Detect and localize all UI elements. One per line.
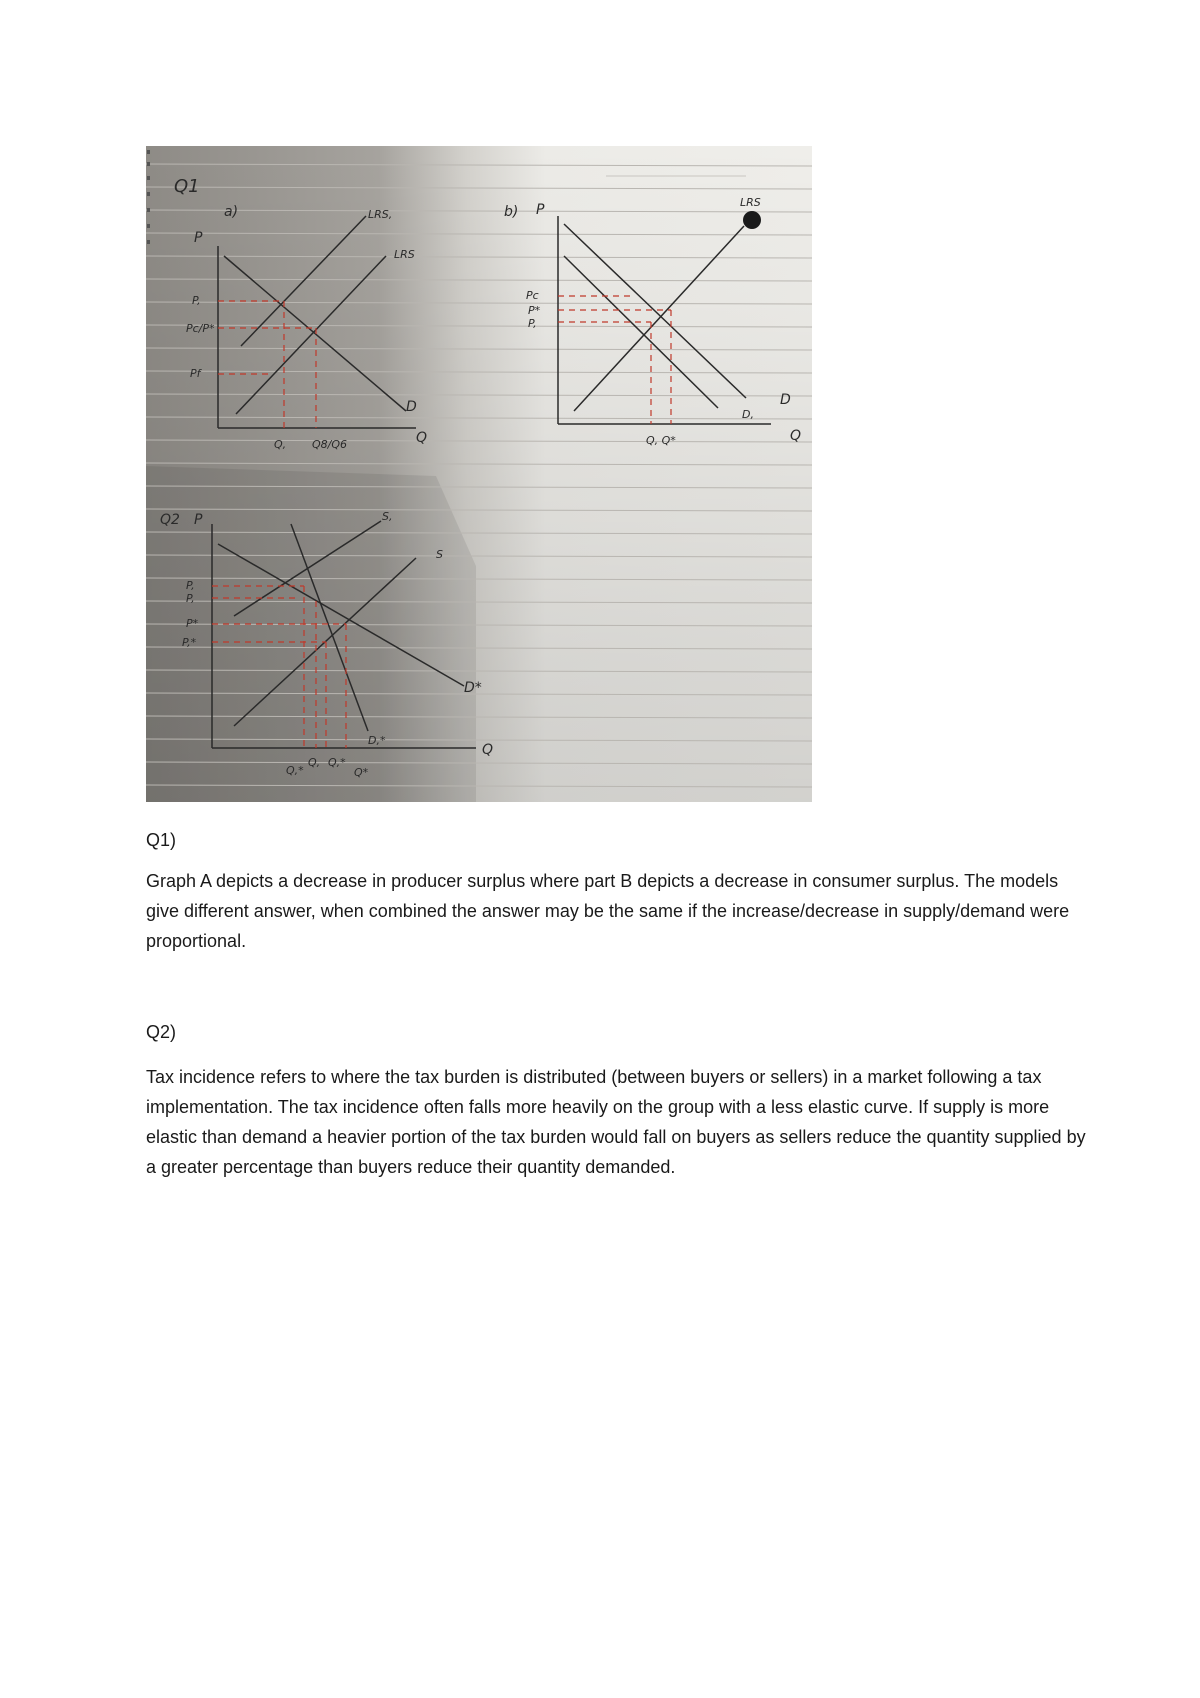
graph-a-price-label-2: Pc/P* [186,322,215,335]
q2-heading: Q2) [146,1022,177,1042]
graph-a-question-label: Q1 [174,176,200,197]
graph-a-quantity-label-2: Q8/Q6 [312,438,348,451]
graph-a-price-label-1: P, [192,294,201,307]
graph-b-price-label-2: P* [528,304,541,317]
graph-b-price-label-1: Pc [526,289,539,302]
q2-answer-text: Tax incidence refers to where the tax burden is distributed (between buyers or sellers) in a market following a tax implementation. The tax incidence often falls more heavily on the group with a less elastic curve. If supply is more elastic than demand a heavier portion of the tax burden would fall on buyers as sellers reduce the quantity supplied by a greater percentage than buyers reduce their quantity demanded. [146,1067,1086,1177]
graph-a-lrs1-label: LRS, [368,208,393,221]
graph-c-quantity-label-4: Q* [354,766,369,779]
graph-b-quantity-label: Q, Q* [646,434,676,447]
graph-c-quantity-label-1: Q,* [286,764,304,777]
graph-a-demand-label: D [406,399,417,415]
graph-c-question-label: Q2 [160,512,180,528]
graph-c-p-axis-label: P [194,512,203,528]
graph-b-price-label-3: P, [528,317,537,330]
graph-c-q-axis-label: Q [482,742,494,758]
graph-b-demand-label: D [780,392,791,408]
graph-c-supply1-label: S, [382,510,393,523]
graph-a-p-axis-label: P [194,230,203,246]
graph-b-lrs-label: LRS [740,196,761,209]
graph-c-quantity-label-3: Q,* [328,756,346,769]
graph-b-part-label: b) [504,204,519,220]
graph-b-demand1-label: D, [742,408,754,421]
handwritten-graphs-photo [146,146,812,802]
graph-c-supply-label: S [436,548,443,561]
graph-c-price-label-1: P, [186,579,195,592]
graph-b-q-axis-label: Q [790,428,802,444]
graph-c-demand-star-label: D* [464,680,482,696]
graph-c-price-label-3: P* [186,617,199,630]
graph-a-lrs-label: LRS [394,248,415,261]
q1-answer-text: Graph A depicts a decrease in producer surplus where part B depicts a decrease in consumer surplus. The models give different answer, when combined the answer may be the same if the increase/decrease in supply/demand were proportional. [146,871,1070,951]
graph-c-quantity-label-2: Q, [308,756,321,769]
graph-c-price-label-2: P, [186,592,195,605]
graph-b-p-axis-label: P [536,202,545,218]
graphs-svg [146,146,812,802]
q1-heading: Q1) [146,830,177,850]
graph-a-q-axis-label: Q [416,430,428,446]
graph-a-quantity-label-1: Q, [274,438,287,451]
graph-a-price-label-3: Pf [190,367,201,380]
graph-c-demand1-star-label: D,* [368,734,386,747]
graph-b-ink-blot [743,211,761,229]
graph-c-price-label-4: P,* [182,636,197,649]
graph-a-part-label: a) [224,204,239,220]
